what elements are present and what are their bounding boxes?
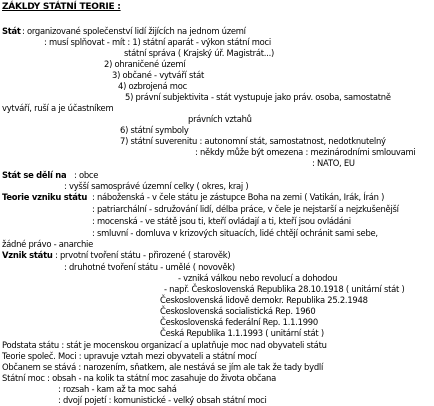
footer-line6: : dvojí pojetí : komunistické - velký obsah státní moci — [58, 395, 267, 405]
vznik-line3: - vzniká válkou nebo revolucí a dohodou — [178, 273, 338, 283]
stat-item1-cont: státní správa ( Krajský úř. Magistrát...) — [124, 48, 275, 58]
teorie-line4-cont: žádné právo - anarchie — [2, 239, 94, 249]
stat-item2: 2) ohraničené území — [104, 59, 186, 69]
vznik-line2: : druhotné tvoření státu - umělé ( novověk) — [64, 262, 235, 272]
stat-item7-cont1: : někdy může být omezena : mezinárodními smlouvami — [195, 147, 416, 157]
stat-deli-value2: : vyšší samosprávé územní celky ( okres, kraj ) — [64, 181, 249, 191]
footer-line3: Občanem se stává : narozením, sňatkem, ale nestává se jím ale tak že tady bydlí — [2, 362, 324, 372]
stat-item7-cont2: : NATO, EU — [312, 158, 355, 168]
stat-item6: 6) státní symboly — [120, 125, 189, 135]
stat-item5: 5) právní subjektivita - stát vystupuje jako práv. osoba, samostatně — [125, 92, 391, 102]
term-stat-deli: Stát se dělí na — [2, 170, 67, 180]
footer-line5: : rozsah - kam až ta moc sahá — [58, 384, 177, 394]
teorie-line4: : smluvní - domluva v krizových situacích, lidé chtějí ochránit sami sebe, — [92, 228, 378, 238]
footer-line4: Státní moc : obsah - na kolik ta státní moc zasahuje do života občana — [2, 373, 276, 383]
teorie-line3: : mocenská - ve státě jsou ti, kteří ovládají a ti, kteří jsou ovládáni — [92, 216, 351, 226]
stat-item4: 4) ozbrojená moc — [118, 81, 187, 91]
vznik-line1: : prvotní tvoření státu - přirozené ( starověk) — [55, 250, 231, 260]
stat-item5-cont2: právních vztahů — [188, 114, 252, 124]
vznik-line5: Československá lidově demokr. Republika 25.2.1948 — [160, 295, 368, 305]
stat-deli-value1: : obce — [74, 170, 99, 180]
vznik-line8: Česká Republika 1.1.1993 ( unitární stát ) — [160, 328, 324, 338]
page-title: ZÁKLDY STÁTNÍ TEORIE : — [2, 2, 121, 12]
vznik-line6: Československá socialistická Rep. 1960 — [160, 306, 316, 316]
stat-must-meet: : musí splňovat - mít : 1) státní aparát - výkon státní moci — [44, 37, 271, 47]
stat-item7: 7) státní suverenitu : autonomní stát, samostatnost, nedotknutelný — [120, 136, 386, 146]
teorie-line1: : náboženská - v čele státu je zástupce Boha na zemi ( Vatikán, Irák, Írán ) — [92, 192, 385, 202]
footer-line1: Podstata státu : stát je mocenskou organizací a uplatňuje moc nad obyvateli státu — [2, 340, 327, 350]
teorie-line2: : patriarchální - sdružování lidí, délba práce, v čele je nejstarší a nejzkušenější — [92, 204, 399, 214]
vznik-line7: Československá federální Rep. 1.1.1990 — [160, 317, 318, 327]
stat-item5-cont1: vytváří, ruší a je účastníkem — [2, 103, 114, 113]
term-stat: Stát — [2, 26, 21, 36]
stat-item3: 3) občané - vytváří stát — [112, 70, 205, 80]
term-teorie-vzniku: Teorie vzniku státu — [2, 192, 88, 202]
footer-line2: Teorie společ. Moci : upravuje vztah mezi obyvateli a státní mocí — [2, 351, 257, 361]
term-vznik-statu: Vznik státu — [2, 250, 53, 260]
vznik-line4: - např. Československá Republika 28.10.1918 ( unitární stát ) — [164, 284, 405, 294]
stat-definition: : organizované společenství lidí žijících na jednom území — [22, 26, 246, 36]
